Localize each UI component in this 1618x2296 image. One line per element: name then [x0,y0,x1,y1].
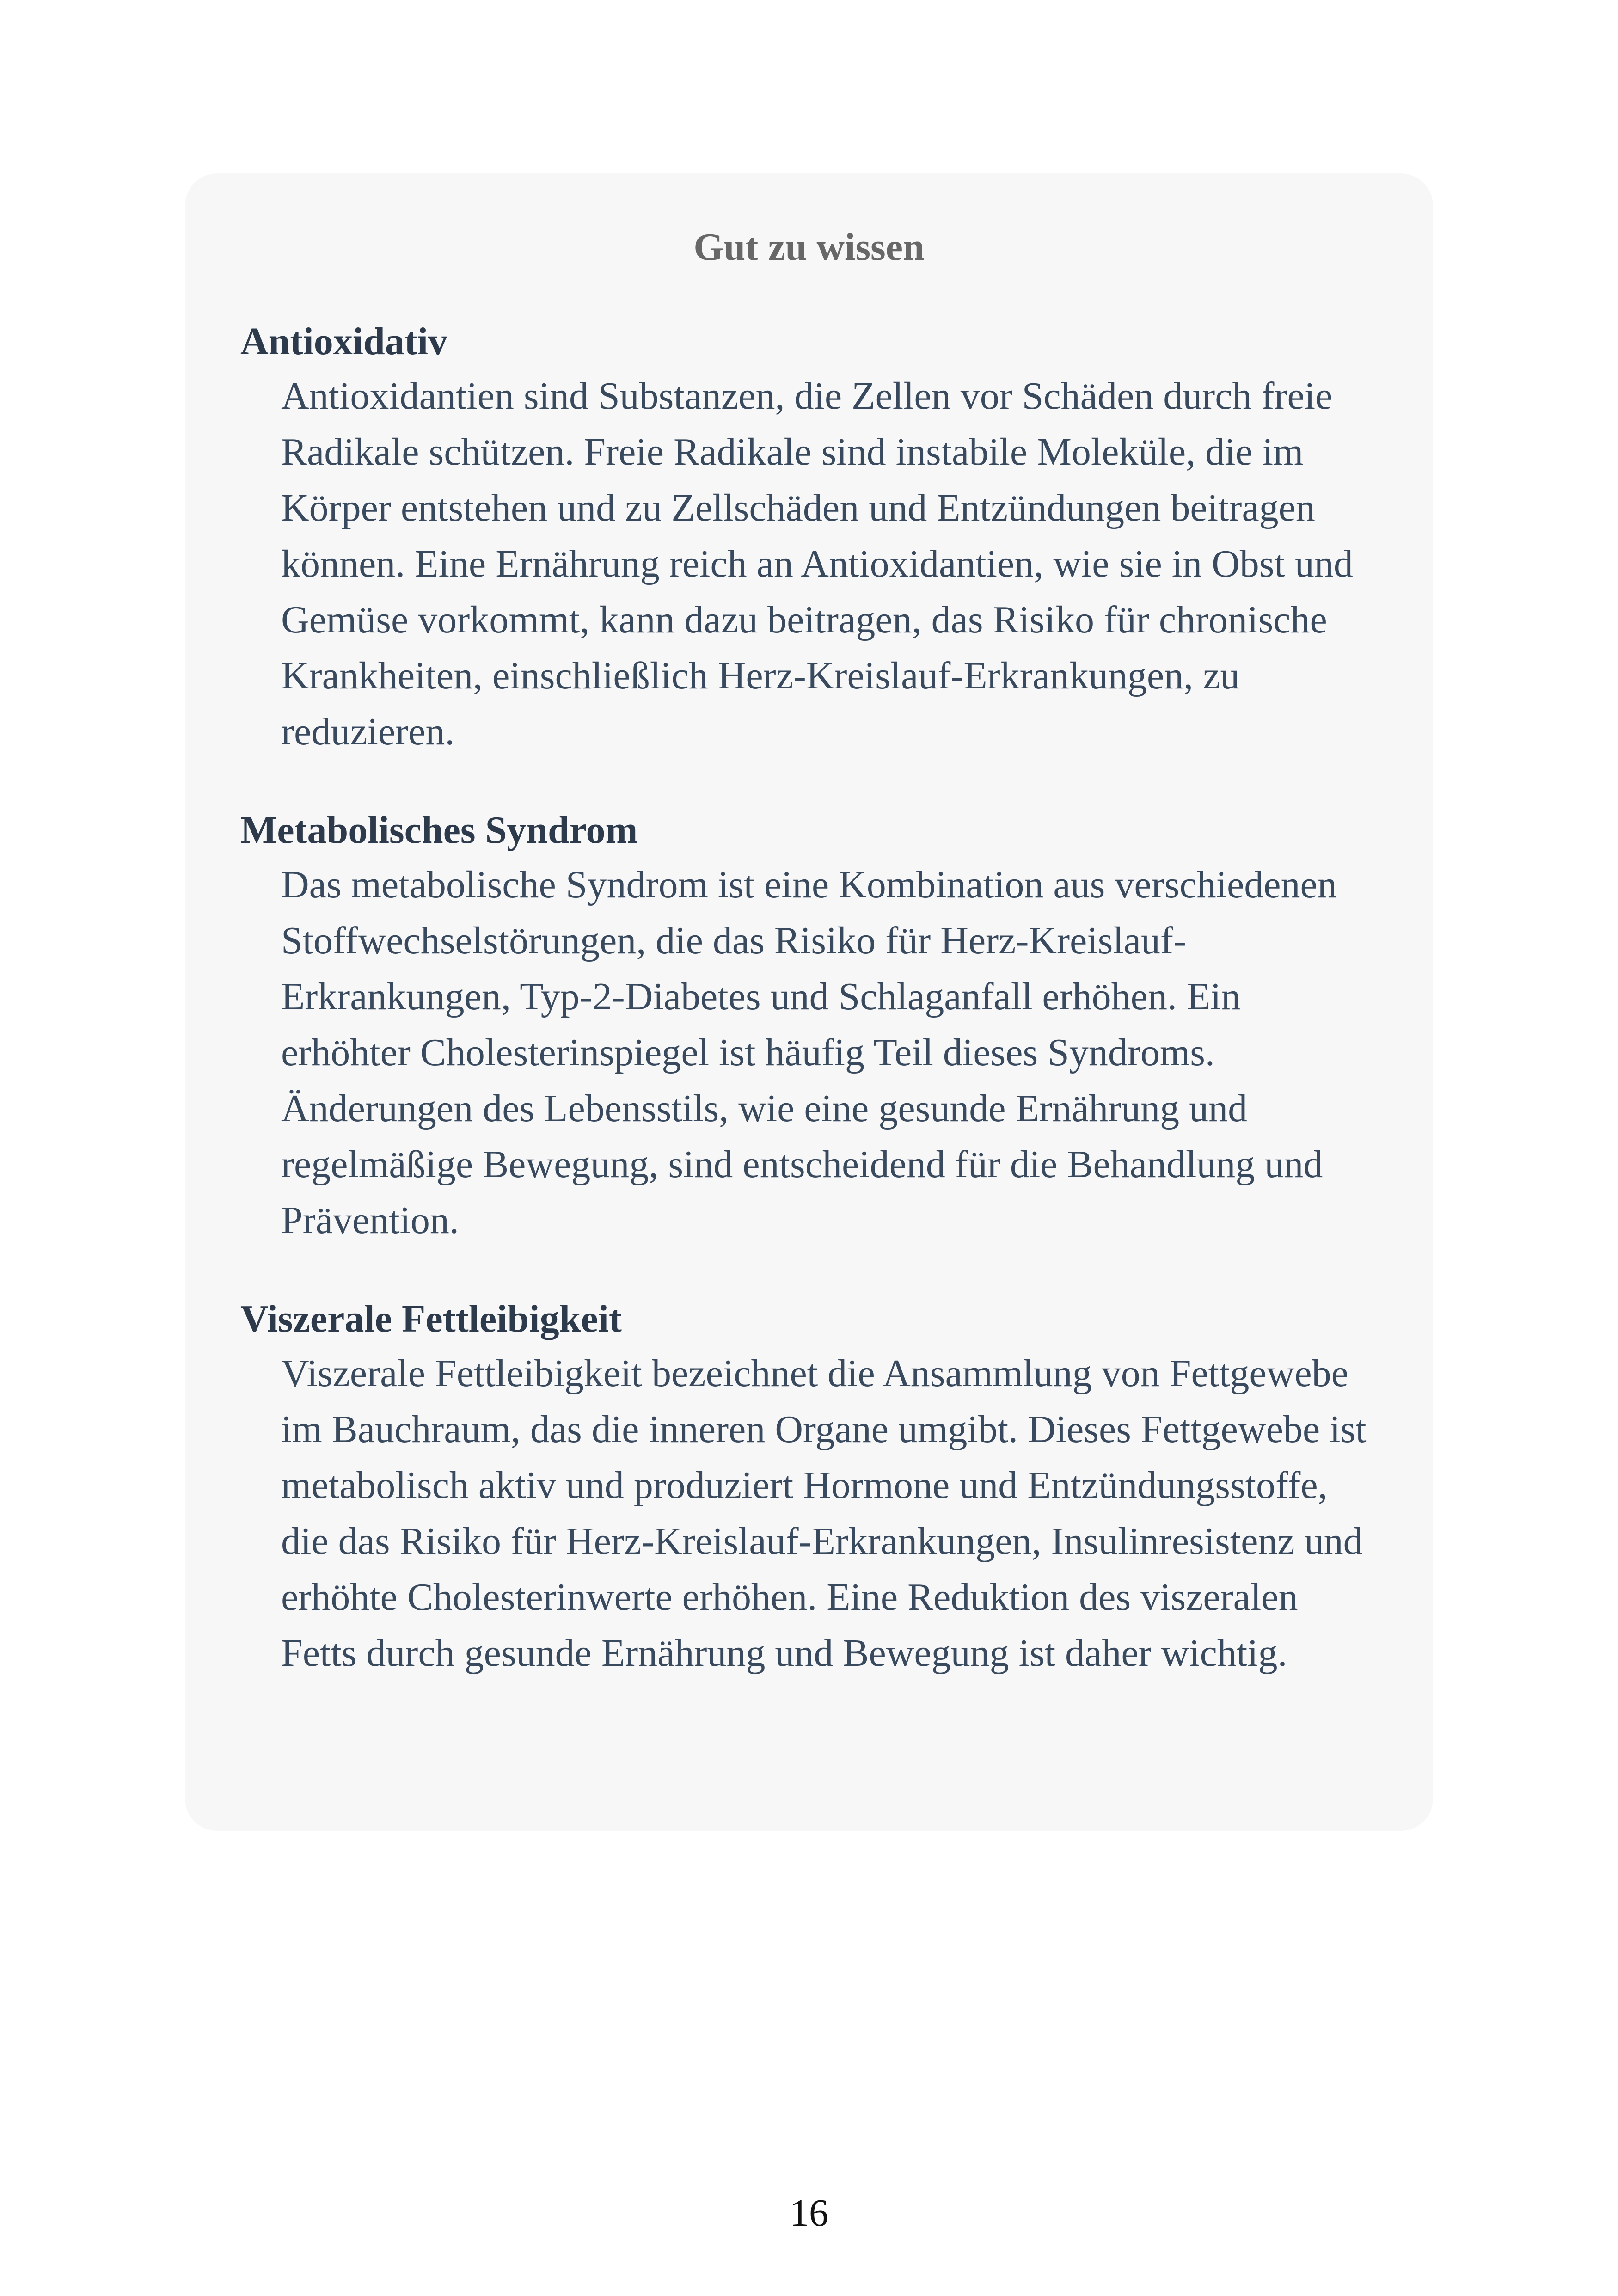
glossary-entry-metabolisches-syndrom [240,804,1378,1248]
entry-term: Antioxidativ [240,319,448,363]
box-title: Gut zu wissen [693,226,925,269]
entry-term: Metabolisches Syndrom [240,808,638,852]
glossary-entry-antioxidativ [240,315,1378,760]
entry-definition: Das metabolische Syndrom ist eine Kombination aus verschiedenen Stoffwechselstörungen, die das Risiko für Herz-Kreislauf-Erkrankungen, Typ-2-Diabetes und Schlaganfall erhöhen. Ein erhöhter Cholesterinspiegel ist häufig Teil dieses Syndroms. Änderungen des Lebensstils, wie eine gesunde Ernährung und regelmäßige Bewegung, sind entscheidend für die Behandlung und Prävention. [281,863,1337,1242]
info-box [185,173,1433,1831]
glossary-entry-viszerale-fettleibigkeit [240,1292,1378,1681]
entry-term: Viszerale Fettleibigkeit [240,1297,622,1340]
entry-definition: Antioxidantien sind Substanzen, die Zellen vor Schäden durch freie Radikale schützen. Freie Radikale sind instabile Moleküle, die im Körper entstehen und zu Zellschäden und Entzündungen beitragen können. Eine Ernährung reich an Antioxidantien, wie sie in Obst und Gemüse vorkommt, kann dazu beitragen, das Risiko für chronische Krankheiten, einschließlich Herz-Kreislauf-Erkrankungen, zu reduzieren. [281,374,1353,753]
entry-definition: Viszerale Fettleibigkeit bezeichnet die Ansammlung von Fettgewebe im Bauchraum, das die inneren Organe umgibt. Dieses Fettgewebe ist metabolisch aktiv und produziert Hormone und Entzündungsstoffe, die das Risiko für Herz-Kreislauf-Erkrankungen, Insulinresistenz und erhöhte Cholesterinwerte erhöhen. Eine Reduktion des viszeralen Fetts durch gesunde Ernährung und Bewegung ist daher wichtig. [281,1351,1367,1675]
page-number: 16 [790,2192,828,2235]
